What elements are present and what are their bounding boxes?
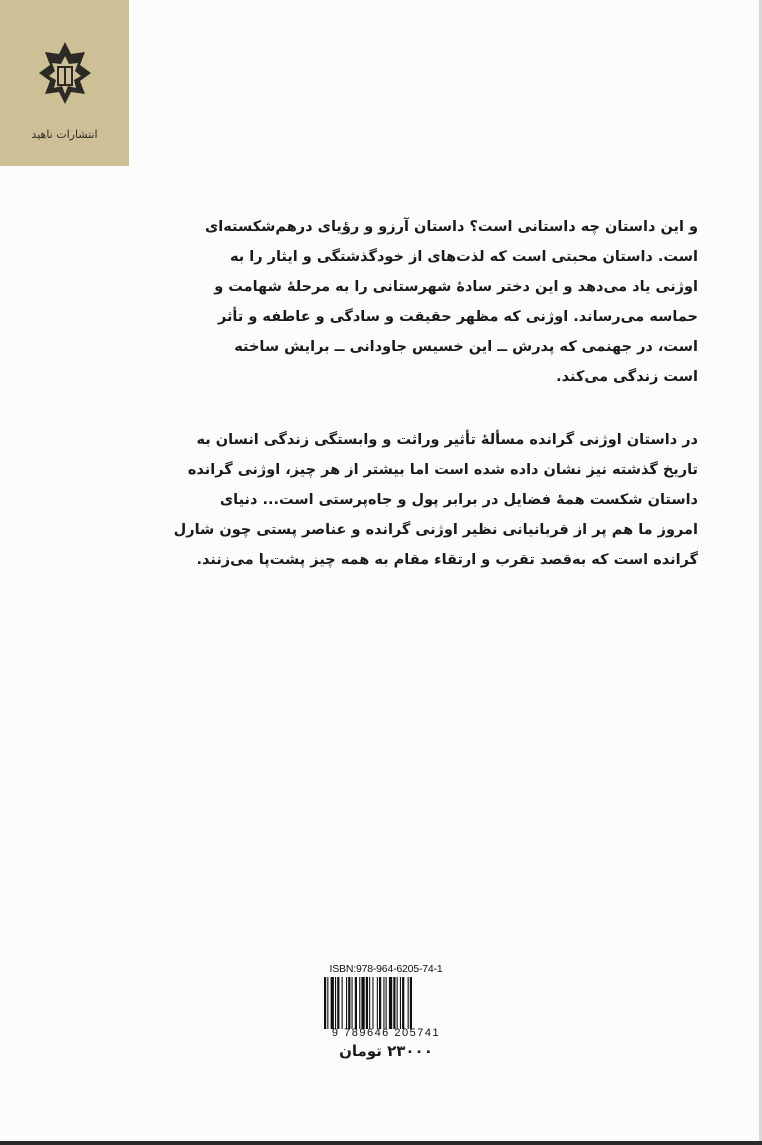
page-edge-bottom [0, 1141, 762, 1145]
publisher-logo-box [0, 0, 129, 166]
paragraph-2 [150, 425, 698, 575]
text-line: تاریخ گذشته نیز نشان داده شده است اما بیشتر از هر چیز، اوژنی گرانده [187, 462, 698, 478]
barcode-block [322, 963, 450, 1039]
text-line: در داستان اوژنی گرانده مسألهٔ تأثیر وراثت و وابستگی زندگی انسان به [196, 432, 698, 448]
publisher-name: انتشارات ناهید [31, 128, 98, 141]
text-line: است زندگی می‌کند. [556, 369, 698, 385]
barcode-digits: 9 789646 205741 [331, 1027, 441, 1039]
paragraph-1 [150, 212, 698, 392]
text-line: داستان شکست همهٔ فضایل در برابر پول و جاه‌پرستی است... دنیای [219, 492, 698, 508]
text-line: است، در جهنمی که پدرش ــ این خسیس جاودانی ــ برایش ساخته [234, 339, 698, 355]
text-line: و این داستان چه داستانی است؟ داستان آرزو و رؤیای درهم‌شکسته‌ای [204, 219, 698, 235]
text-line: امروز ما هم پر از قربانیانی نظیر اوژنی گرانده و عناصر پستی چون شارل [173, 522, 698, 538]
price-label: ۲۳۰۰۰ تومان [339, 1042, 433, 1060]
text-line: اوژنی یاد می‌دهد و این دختر سادهٔ شهرستانی را به مرحلهٔ شهامت و [214, 279, 698, 295]
barcode-icon [322, 977, 450, 1029]
text-line: گرانده است که به‌قصد تقرب و ارتقاء مقام به همه چیز پشت‌پا می‌زنند. [196, 552, 698, 568]
isbn-label: ISBN:978-964-6205-74-1 [329, 963, 443, 975]
text-line: حماسه می‌رساند. اوژنی که مظهر حقیقت و سادگی و عاطفه و تأثر [217, 309, 698, 325]
text-line: است. داستان محبتی است که لذت‌های از خودگذشتگی و ایثار را به [229, 249, 698, 265]
star-book-icon [35, 40, 95, 106]
